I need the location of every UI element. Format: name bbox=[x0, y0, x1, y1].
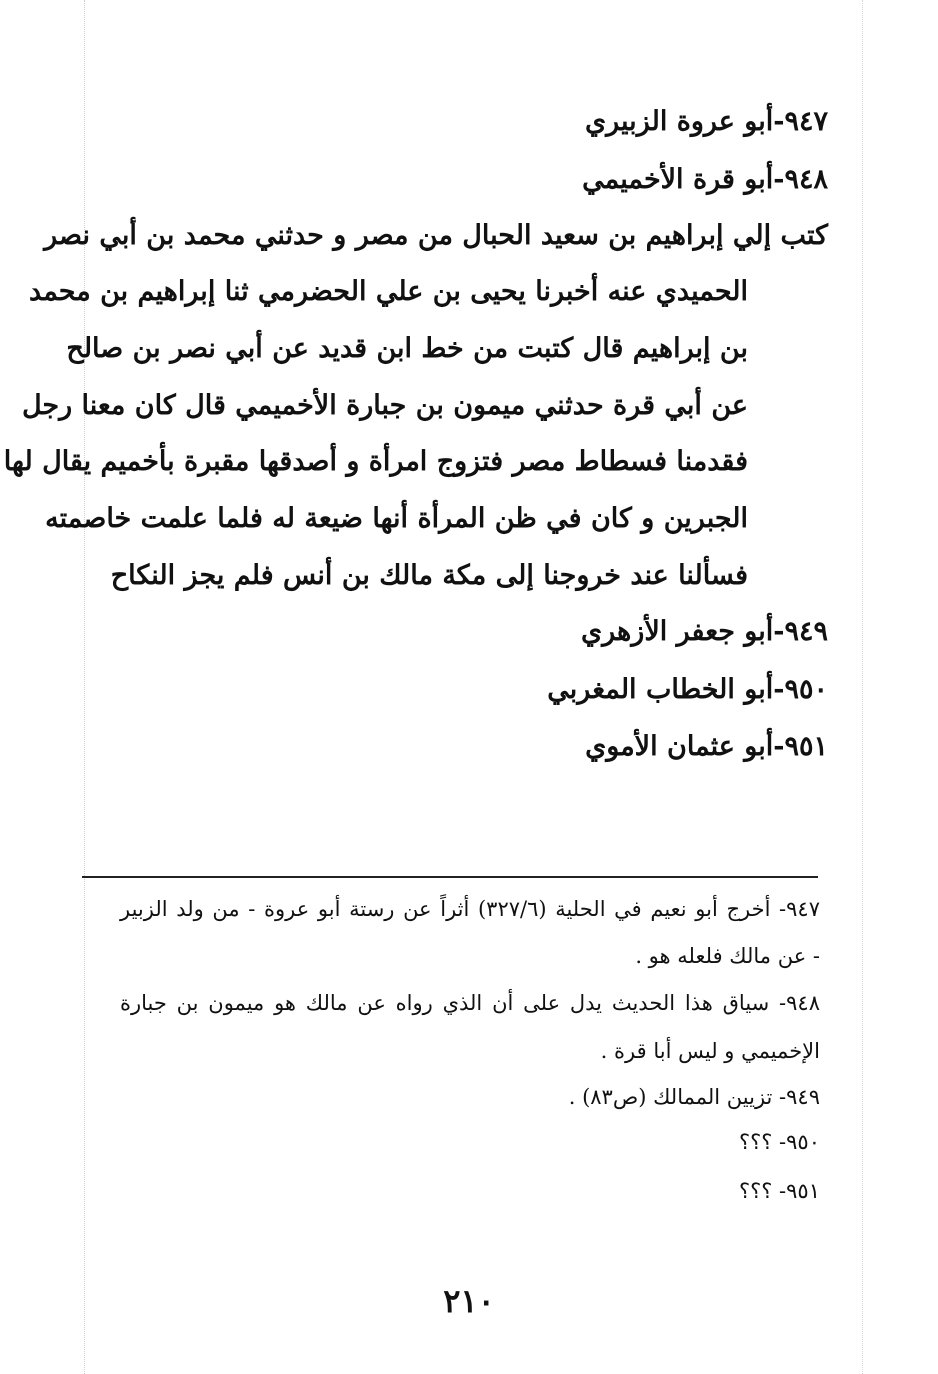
footnote-947-cont: - عن مالك فلعله هو . bbox=[635, 944, 820, 968]
page-number: ٢١٠ bbox=[443, 1282, 495, 1320]
body-line-1: كتب إلي إبراهيم بن سعيد الحبال من مصر و حدثني محمد بن أبي نصر bbox=[44, 220, 828, 251]
entry-947: ٩٤٧-أبو عروة الزبيري bbox=[585, 106, 828, 137]
body-line-7: فسألنا عند خروجنا إلى مكة مالك بن أنس فلم يجز النكاح bbox=[110, 560, 748, 591]
scan-edge-right bbox=[862, 0, 863, 1374]
footnote-949: ٩٤٩- تزيين الممالك (ص٨٣) . bbox=[568, 1085, 820, 1109]
scan-edge-left bbox=[84, 0, 85, 1374]
body-line-4: عن أبي قرة حدثني ميمون بن جبارة الأخميمي قال كان معنا رجل bbox=[21, 390, 748, 421]
body-line-2: الحميدي عنه أخبرنا يحيى بن علي الحضرمي ثنا إبراهيم بن محمد bbox=[29, 276, 748, 307]
footnote-948-cont: الإخميمي و ليس أبا قرة . bbox=[600, 1039, 820, 1063]
body-line-6: الجبرين و كان في ظن المرأة أنها ضيعة له فلما علمت خاصمته bbox=[45, 503, 748, 534]
entry-948: ٩٤٨-أبو قرة الأخميمي bbox=[582, 164, 828, 195]
footnote-950: ٩٥٠- ؟؟؟ bbox=[738, 1130, 820, 1154]
footnote-rule bbox=[82, 876, 818, 878]
footnote-947: ٩٤٧- أخرج أبو نعيم في الحلية (٣٢٧/٦) أثراً عن رستة أبو عروة - من ولد الزبير bbox=[120, 897, 820, 921]
entry-950: ٩٥٠-أبو الخطاب المغربي bbox=[547, 674, 828, 705]
entry-951: ٩٥١-أبو عثمان الأموي bbox=[585, 731, 828, 762]
body-line-5: فقدمنا فسطاط مصر فتزوج امرأة و أصدقها مقبرة بأخميم يقال لها bbox=[3, 446, 748, 477]
entry-949: ٩٤٩-أبو جعفر الأزهري bbox=[581, 616, 828, 647]
footnote-951: ٩٥١- ؟؟؟ bbox=[738, 1179, 820, 1203]
footnote-948: ٩٤٨- سياق هذا الحديث يدل على أن الذي رواه عن مالك هو ميمون بن جبارة bbox=[120, 991, 820, 1015]
body-line-3: بن إبراهيم قال كتبت من خط ابن قديد عن أبي نصر بن صالح bbox=[66, 333, 748, 364]
